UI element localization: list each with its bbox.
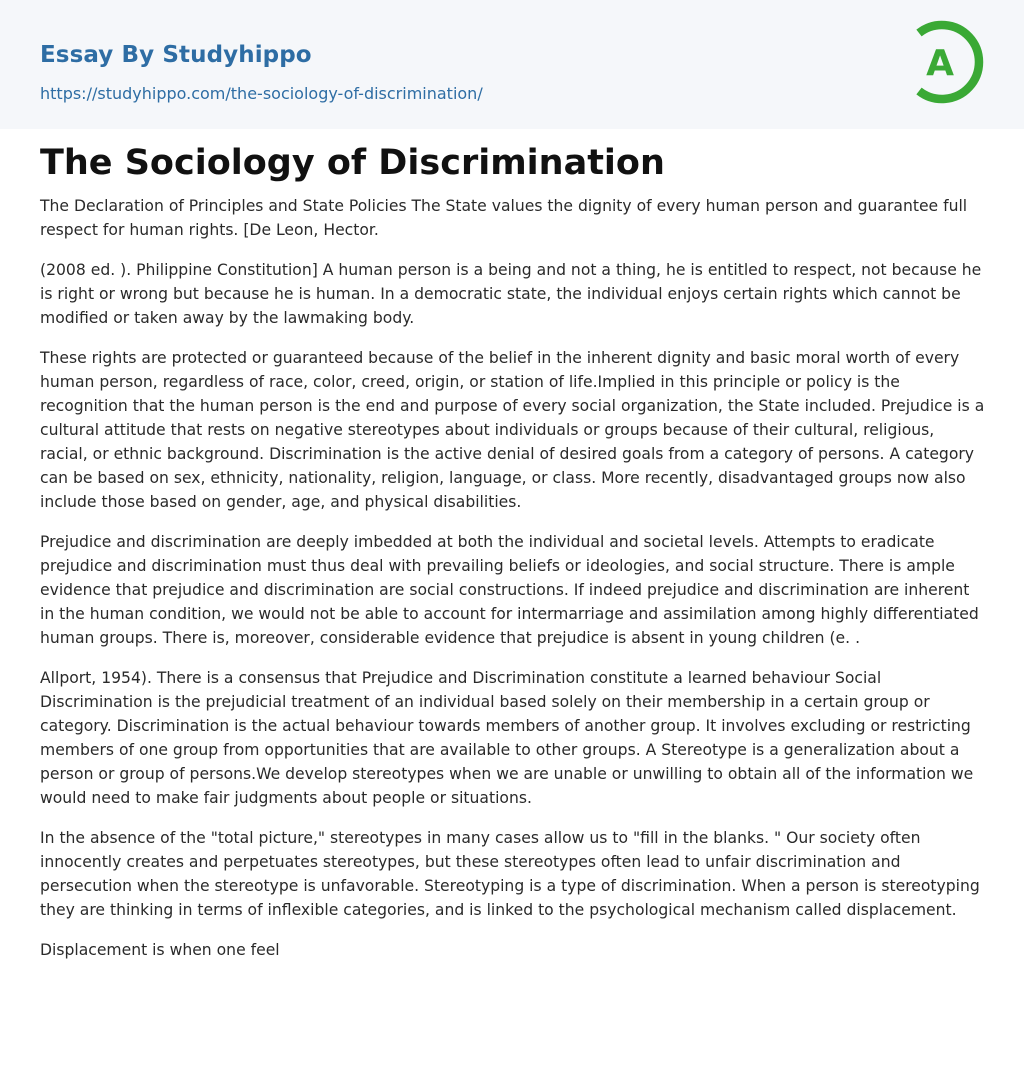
article-paragraph: Prejudice and discrimination are deeply imbedded at both the individual and societal levels. Attempts to eradicate prejudice and discrimination must thus deal with prevailing beliefs or ideologies, and social structure. There is ample evidence that prejudice and discrimination are social constructions. If indeed prejudice and discrimination are inherent in the human condition, we would not be able to account for intermarriage and assimilation among highly differentiated human groups. There is, moreover, considerable evidence that prejudice is absent in young children (e. . — [40, 533, 979, 647]
article-paragraph: In the absence of the "total picture," stereotypes in many cases allow us to "fill in the blanks. " Our society often innocently creates and perpetuates stereotypes, but these stereotypes often lead to unfair discrimination and persecution when the stereotype is unfavorable. Stereotyping is a type of discrimination. When a person is stereotyping they are thinking in terms of inflexible categories, and is linked to the psychological mechanism called displacement. — [40, 829, 980, 919]
article-paragraph: Displacement is when one feel — [40, 941, 280, 959]
page-title: The Sociology of Discrimination — [40, 143, 665, 183]
site-header — [0, 0, 1024, 129]
studyhippo-a-logo-icon[interactable] — [905, 18, 989, 106]
article-paragraph: These rights are protected or guaranteed because of the belief in the inherent dignity and basic moral worth of every human person, regardless of race, color, creed, origin, or station of life.Implied in this principle or policy is the recognition that the human person is the end and purpose of every social organization, the State included. Prejudice is a cultural attitude that rests on negative stereotypes about individuals or groups because of their cultural, religious, racial, or ethnic background. Discrimination is the active denial of desired goals from a category of persons. A category can be based on sex, ethnicity, nationality, religion, language, or class. More recently, disadvantaged groups now also include those based on gender, age, and physical disabilities. — [40, 349, 985, 511]
article-body — [40, 194, 985, 978]
article-paragraph: The Declaration of Principles and State Policies The State values the dignity of every human person and guarantee full respect for human rights. [De Leon, Hector. — [40, 197, 968, 239]
logo-letter: A — [926, 43, 954, 84]
article-paragraph: Allport, 1954). There is a consensus that Prejudice and Discrimination constitute a learned behaviour Social Discrimination is the prejudicial treatment of an individual based solely on their membership in a certain group or category. Discrimination is the actual behaviour towards members of another group. It involves excluding or restricting members of one group from opportunities that are available to other groups. A Stereotype is a generalization about a person or group of persons.We develop stereotypes when we are unable or unwilling to obtain all of the information we would need to make fair judgments about people or situations. — [40, 669, 974, 807]
site-brand[interactable]: Essay By Studyhippo — [40, 42, 312, 68]
article-url-link[interactable]: https://studyhippo.com/the-sociology-of-discrimination/ — [40, 84, 483, 103]
article-paragraph: (2008 ed. ). Philippine Constitution] A human person is a being and not a thing, he is entitled to respect, not because he is right or wrong but because he is human. In a democratic state, the individual enjoys certain rights which cannot be modified or taken away by the lawmaking body. — [40, 261, 982, 327]
